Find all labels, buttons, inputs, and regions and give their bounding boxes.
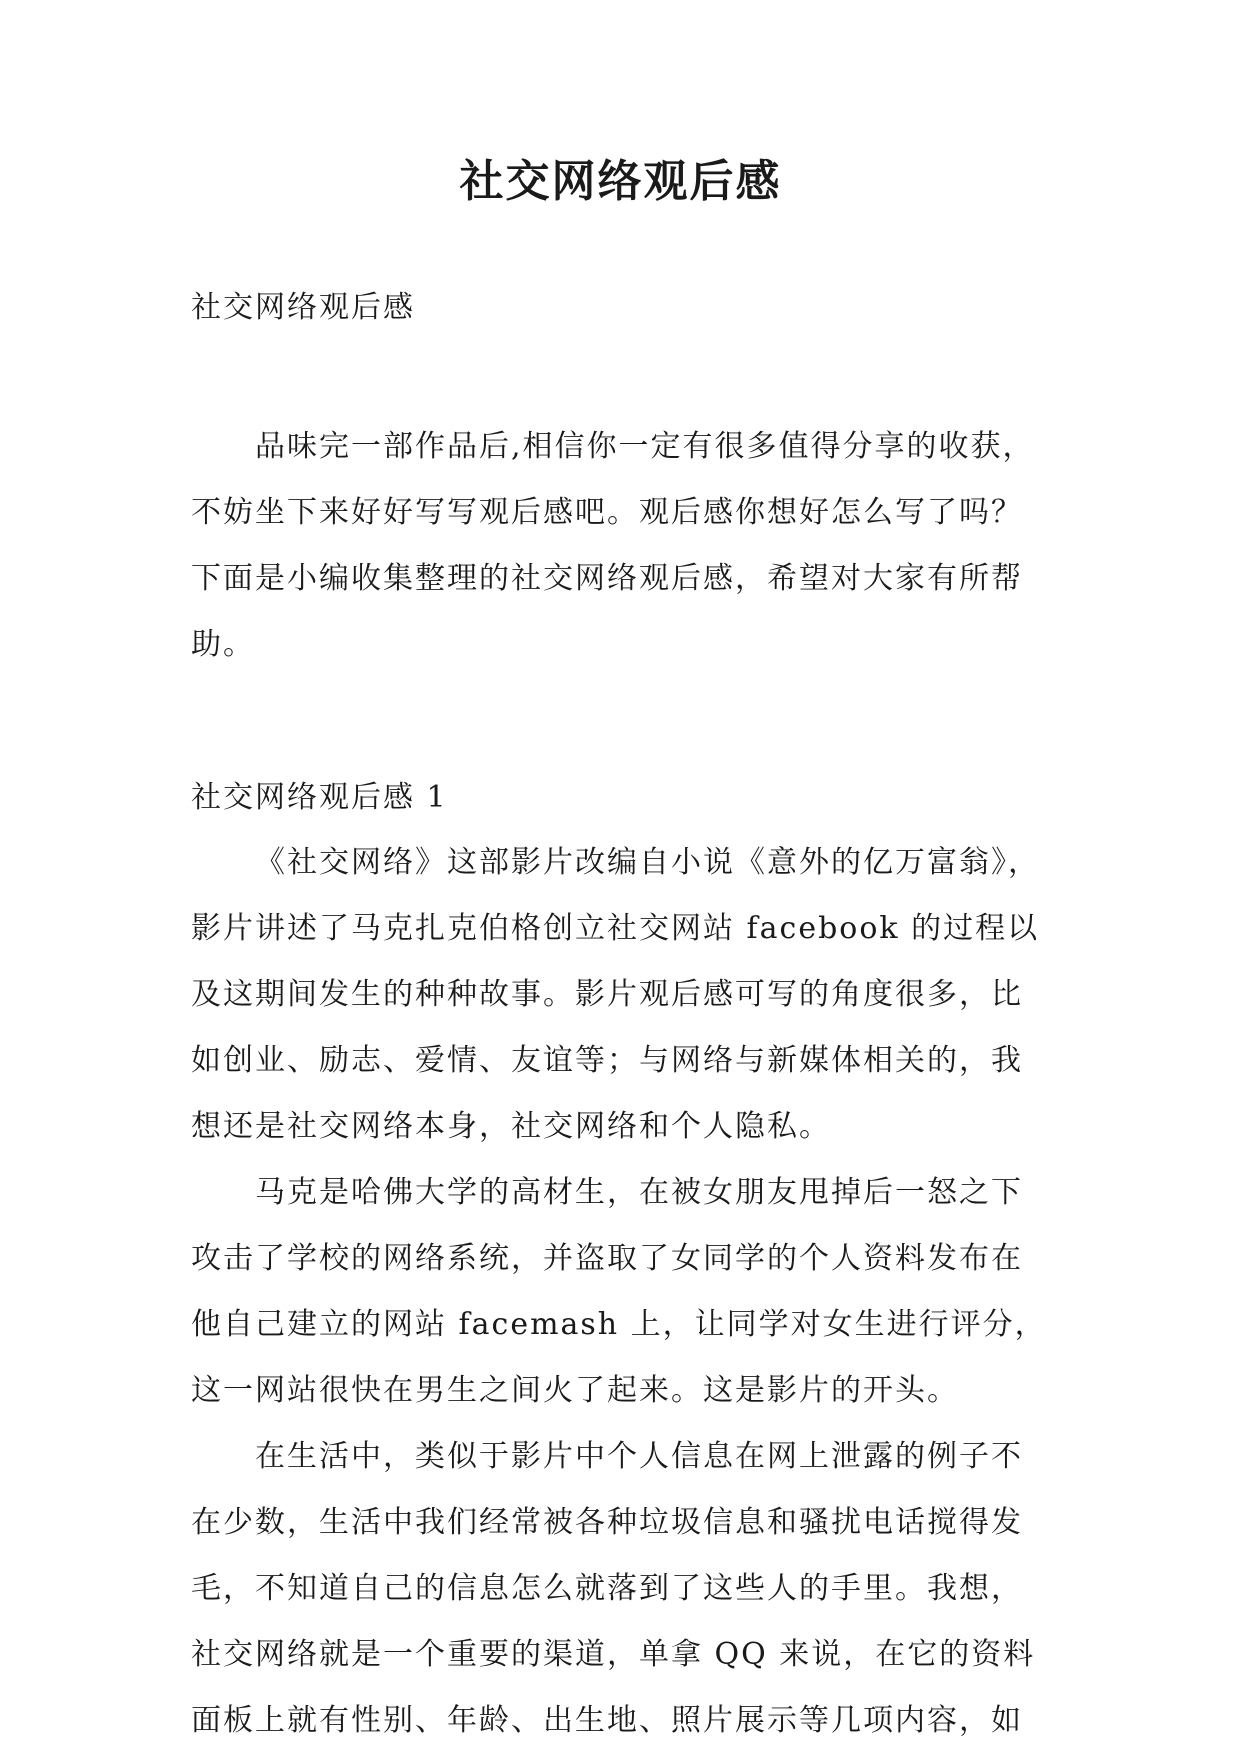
section-heading: 社交网络观后感 1 [191,780,448,815]
text-line: 毛，不知道自己的信息怎么就落到了这些人的手里。我想， [191,1571,1023,1606]
body-paragraph [191,830,1051,1160]
document-body [191,288,1051,1754]
text-line: 及这期间发生的种种故事。影片观后感可写的角度很多，比 [191,977,1023,1012]
body-paragraph [191,1424,1051,1754]
text-line: 助。 [191,627,255,662]
text-line: 在生活中，类似于影片中个人信息在网上泄露的例子不 [255,1439,1023,1474]
text-line: 攻击了学校的网络系统，并盗取了女同学的个人资料发布在 [191,1241,1023,1276]
text-line: 他自己建立的网站 facemash 上，让同学对女生进行评分， [191,1307,1047,1342]
document-title: 社交网络观后感 [459,156,782,207]
text-line: 如创业、励志、爱情、友谊等；与网络与新媒体相关的，我 [191,1043,1023,1078]
document-subtitle: 社交网络观后感 [191,290,415,325]
text-line: 这一网站很快在男生之间火了起来。这是影片的开头。 [191,1373,959,1408]
intro-paragraph [191,414,1051,678]
text-line: 在少数，生活中我们经常被各种垃圾信息和骚扰电话搅得发 [191,1505,1023,1540]
text-line: 社交网络就是一个重要的渠道，单拿 QQ 来说，在它的资料 [191,1637,1036,1672]
text-line: 下面是小编收集整理的社交网络观后感，希望对大家有所帮 [191,561,1023,596]
body-paragraph [191,1160,1051,1424]
text-line: 品味完一部作品后,相信你一定有很多值得分享的收获， [255,429,1035,464]
text-line: 影片讲述了马克扎克伯格创立社交网站 facebook 的过程以 [191,911,1040,946]
text-line: 不妨坐下来好好写写观后感吧。观后感你想好怎么写了吗？ [191,495,1023,530]
text-line: 想还是社交网络本身，社交网络和个人隐私。 [191,1109,831,1144]
text-line: 《社交网络》这部影片改编自小说《意外的亿万富翁》， [255,845,1040,880]
text-line: 面板上就有性别、年龄、出生地、照片展示等几项内容，如 [191,1703,1023,1738]
text-line: 马克是哈佛大学的高材生，在被女朋友甩掉后一怒之下 [255,1175,1023,1210]
